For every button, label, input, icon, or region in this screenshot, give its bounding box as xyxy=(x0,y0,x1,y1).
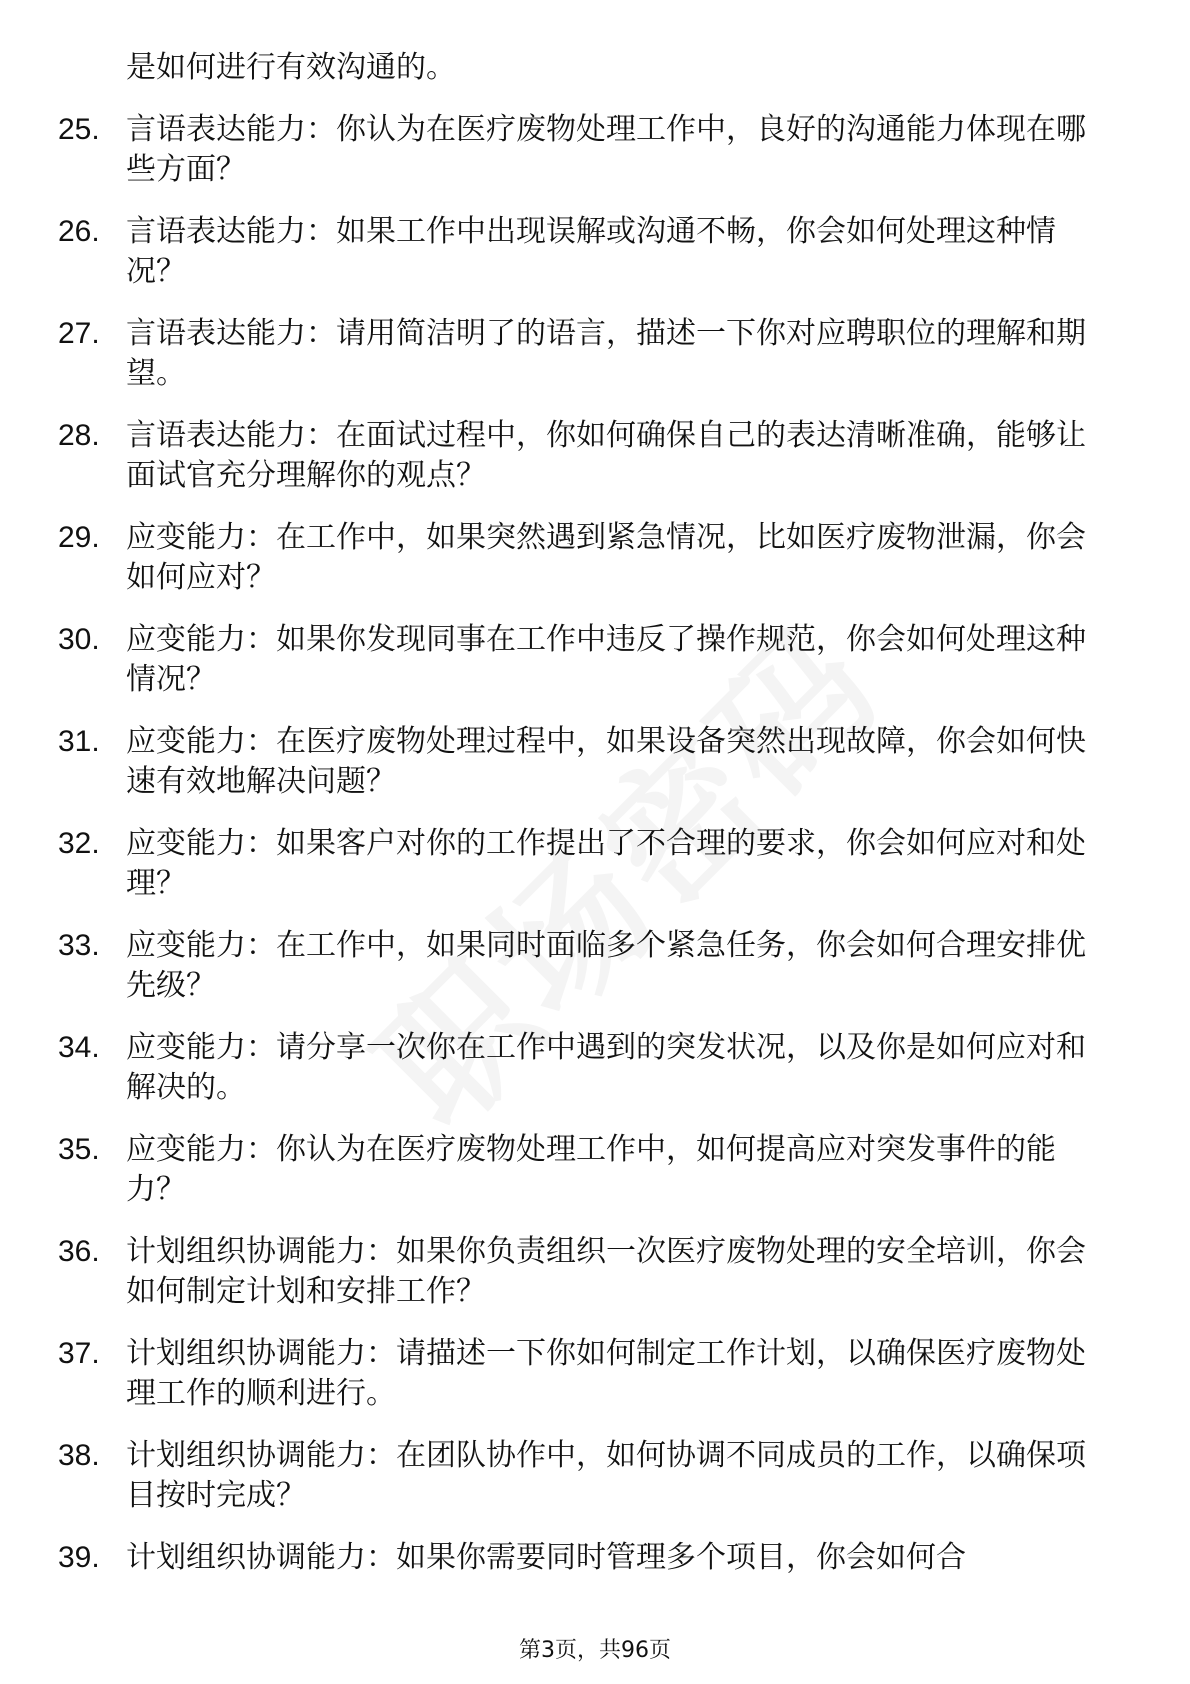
item-text: 计划组织协调能力：如果你负责组织一次医疗废物处理的安全培训，你会如何制定计划和安排工作？ xyxy=(126,1234,1086,1309)
item-number: 38. xyxy=(58,1439,100,1472)
list-item-33 xyxy=(58,926,1108,1006)
item-number: 26. xyxy=(58,215,100,248)
item-number: 39. xyxy=(58,1541,100,1574)
list-item-26 xyxy=(58,212,1108,292)
item-number: 34. xyxy=(58,1031,100,1064)
item-text: 言语表达能力：请用简洁明了的语言，描述一下你对应聘职位的理解和期望。 xyxy=(126,316,1086,391)
item-text: 应变能力：在工作中，如果突然遇到紧急情况，比如医疗废物泄漏，你会如何应对？ xyxy=(126,520,1086,595)
page-footer: 第3页，共96页 xyxy=(519,1638,671,1663)
item-text: 应变能力：请分享一次你在工作中遇到的突发状况，以及你是如何应对和解决的。 xyxy=(126,1030,1086,1105)
item-text: 应变能力：你认为在医疗废物处理工作中，如何提高应对突发事件的能力？ xyxy=(126,1132,1056,1207)
item-number: 36. xyxy=(58,1235,100,1268)
list-item-35 xyxy=(58,1130,1108,1210)
item-text: 言语表达能力：如果工作中出现误解或沟通不畅，你会如何处理这种情况？ xyxy=(126,214,1056,289)
item-text: 应变能力：如果你发现同事在工作中违反了操作规范，你会如何处理这种情况？ xyxy=(126,622,1086,697)
list-item-38 xyxy=(58,1436,1108,1516)
item-text: 计划组织协调能力：如果你需要同时管理多个项目，你会如何合 xyxy=(126,1540,966,1575)
list-item-39 xyxy=(58,1538,1108,1578)
item-number: 25. xyxy=(58,113,100,146)
question-list xyxy=(58,48,1108,1578)
item-number: 28. xyxy=(58,419,100,452)
item-number: 29. xyxy=(58,521,100,554)
list-item-25 xyxy=(58,110,1108,190)
item-text: 计划组织协调能力：请描述一下你如何制定工作计划，以确保医疗废物处理工作的顺利进行。 xyxy=(126,1336,1086,1411)
list-item-32 xyxy=(58,824,1108,904)
continuation-line: 是如何进行有效沟通的。 xyxy=(126,50,456,85)
list-item-27 xyxy=(58,314,1108,394)
item-text: 言语表达能力：在面试过程中，你如何确保自己的表达清晰准确，能够让面试官充分理解你的观点？ xyxy=(126,418,1086,493)
item-number: 31. xyxy=(58,725,100,758)
list-item-29 xyxy=(58,518,1108,598)
list-item-37 xyxy=(58,1334,1108,1414)
item-text: 应变能力：如果客户对你的工作提出了不合理的要求，你会如何应对和处理？ xyxy=(126,826,1086,901)
item-text: 应变能力：在工作中，如果同时面临多个紧急任务，你会如何合理安排优先级？ xyxy=(126,928,1086,1003)
item-number: 33. xyxy=(58,929,100,962)
item-number: 30. xyxy=(58,623,100,656)
item-number: 32. xyxy=(58,827,100,860)
list-item-36 xyxy=(58,1232,1108,1312)
list-item-28 xyxy=(58,416,1108,496)
list-item-31 xyxy=(58,722,1108,802)
item-text: 言语表达能力：你认为在医疗废物处理工作中，良好的沟通能力体现在哪些方面？ xyxy=(126,112,1086,187)
item-number: 37. xyxy=(58,1337,100,1370)
item-text: 应变能力：在医疗废物处理过程中，如果设备突然出现故障，你会如何快速有效地解决问题？ xyxy=(126,724,1086,799)
list-item-34 xyxy=(58,1028,1108,1108)
list-item-30 xyxy=(58,620,1108,700)
item-number: 35. xyxy=(58,1133,100,1166)
item-text: 计划组织协调能力：在团队协作中，如何协调不同成员的工作，以确保项目按时完成？ xyxy=(126,1438,1086,1513)
item-number: 27. xyxy=(58,317,100,350)
